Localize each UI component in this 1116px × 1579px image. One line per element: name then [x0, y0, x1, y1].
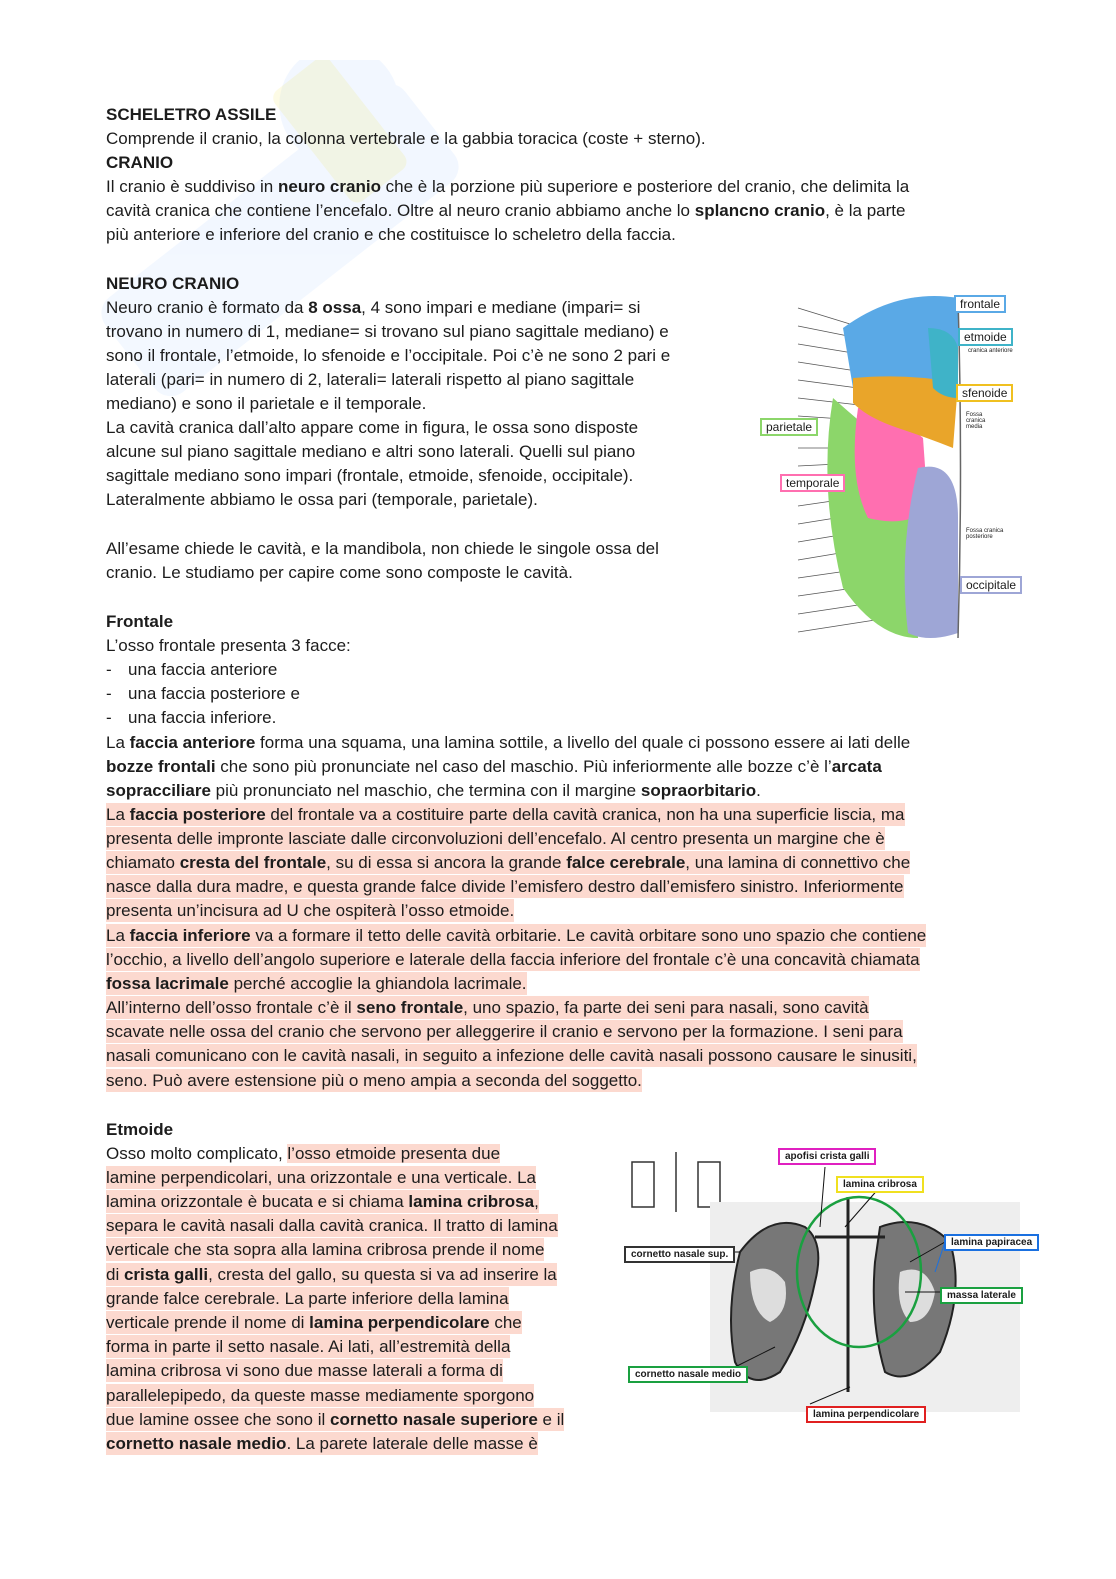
paragraph-line: Neuro cranio è formato da 8 ossa, 4 sono impari e mediane (impari= si [106, 298, 641, 317]
highlighted-line: l’occhio, a livello dell’angolo superiore e laterale della faccia inferiore del frontale c’è una concavità chiamata [106, 950, 920, 969]
list-item: - una faccia anteriore [106, 660, 278, 679]
highlighted-line: di crista galli, cresta del gallo, su questa si va ad inserire la [106, 1265, 557, 1284]
highlighted-line: nasce dalla dura madre, e questa grande falce divide l’emisfero destro dall’emisfero sinistro. Inferiormente [106, 877, 904, 896]
highlighted-line: La faccia inferiore va a formare il tetto delle cavità orbitarie. Le cavità orbitare sono uno spazio che contiene [106, 926, 927, 945]
label-cornetto-nasale-medio: cornetto nasale medio [628, 1366, 748, 1383]
paragraph-line: mediano) e sono il parietale e il temporale. [106, 394, 427, 413]
paragraph-line: All’esame chiede le cavità, e la mandibola, non chiede le singole ossa del [106, 539, 659, 558]
paragraph-line: Comprende il cranio, la colonna vertebrale e la gabbia toracica (coste + sterno). [106, 129, 706, 148]
label-frontale: frontale [954, 295, 1006, 313]
highlighted-line: verticale che sta sopra alla lamina cribrosa prende il nome [106, 1240, 545, 1259]
label-massa-laterale: massa laterale [940, 1287, 1023, 1304]
label-sfenoide: sfenoide [956, 384, 1013, 402]
paragraph-line: Osso molto complicato, l’osso etmoide presenta due [106, 1144, 501, 1163]
label-cornetto-nasale-sup: cornetto nasale sup. [624, 1246, 735, 1263]
highlighted-line: lamine perpendicolari, una orizzontale e una verticale. La [106, 1168, 536, 1187]
highlighted-line: seno. Può avere estensione più o meno ampia a seconda del soggetto. [106, 1071, 642, 1090]
cranial-cavity-figure [758, 288, 1030, 648]
paragraph-line: trovano in numero di 1, mediane= si trovano sul piano sagittale mediano) e [106, 322, 669, 341]
heading-scheletro-assile: SCHELETRO ASSILE [106, 105, 277, 124]
highlighted-line: forma in parte il setto nasale. Ai lati, all’estremità della [106, 1337, 511, 1356]
paragraph-line: sagittale mediano sono impari (frontale, etmoide, sfenoide, occipitale). [106, 466, 634, 485]
list-item: - una faccia inferiore. [106, 708, 277, 727]
paragraph-line: La cavità cranica dall’alto appare come in figura, le ossa sono disposte [106, 418, 639, 437]
paragraph-line: alcune sul piano sagittale mediano e altri sono laterali. Quelli sul piano [106, 442, 636, 461]
highlighted-line: All’interno dell’osso frontale c’è il seno frontale, uno spazio, fa parte dei seni para nasali, sono cavità [106, 998, 869, 1017]
label-lamina-cribrosa: lamina cribrosa [836, 1176, 924, 1193]
paragraph-line: sopracciliare più pronunciato nel maschio, che termina con il margine sopraorbitario. [106, 781, 761, 800]
paragraph-line: Il cranio è suddiviso in neuro cranio che è la porzione più superiore e posteriore del cranio, che delimita la [106, 177, 910, 196]
highlighted-line: presenta delle impronte lasciate dalle circonvoluzioni dell’encefalo. Al centro presenta un margine che è [106, 829, 885, 848]
label-etmoide: etmoide [958, 328, 1013, 346]
heading-frontale: Frontale [106, 612, 174, 631]
highlighted-line: La faccia posteriore del frontale va a costituire parte della cavità cranica, non ha una superficie liscia, ma [106, 805, 905, 824]
paragraph-line: bozze frontali che sono più pronunciate nel caso del maschio. Più inferiormente alle bozze c’è l’arcata [106, 757, 882, 776]
label-lamina-papiracea: lamina papiracea [944, 1234, 1039, 1251]
highlighted-line: nasali comunicano con le cavità nasali, in seguito a infezione delle cavità nasali possono causare le sinusiti, [106, 1046, 917, 1065]
paragraph-line: L’osso frontale presenta 3 facce: [106, 636, 351, 655]
paragraph-line: La faccia anteriore forma una squama, una lamina sottile, a livello del quale ci possono essere ai lati delle [106, 733, 911, 752]
highlighted-line: lamina cribrosa vi sono due masse laterali a forma di [106, 1361, 503, 1380]
highlighted-line: chiamato cresta del frontale, su di essa si ancora la grande falce cerebrale, una lamina di connettivo che [106, 853, 911, 872]
ethmoid-figure [620, 1142, 1050, 1432]
heading-neuro-cranio: NEURO CRANIO [106, 274, 240, 293]
label-temporale: temporale [780, 474, 845, 492]
heading-cranio: CRANIO [106, 153, 174, 172]
label-fossa-cranica-media: Fossa cranica media [966, 412, 996, 430]
paragraph-line: cavità cranica che contiene l’encefalo. Oltre al neuro cranio abbiamo anche lo splancno cranio, è la parte [106, 201, 906, 220]
label-fossa-cranica-anteriore: cranica anteriore [968, 348, 1018, 354]
highlighted-line: cornetto nasale medio. La parete laterale delle masse è [106, 1434, 538, 1453]
highlighted-line: parallelepipedo, da queste masse mediamente sporgono [106, 1386, 535, 1405]
highlighted-line: lamina orizzontale è bucata e si chiama lamina cribrosa, [106, 1192, 539, 1211]
highlighted-line: separa le cavità nasali dalla cavità cranica. Il tratto di lamina [106, 1216, 558, 1235]
paragraph-line: sono il frontale, l’etmoide, lo sfenoide e l’occipitale. Poi c’è ne sono 2 pari e [106, 346, 671, 365]
highlighted-line: verticale prende il nome di lamina perpendicolare che [106, 1313, 522, 1332]
highlighted-line: due lamine ossee che sono il cornetto nasale superiore e il [106, 1410, 565, 1429]
highlighted-line: fossa lacrimale perché accoglie la ghiandola lacrimale. [106, 974, 527, 993]
label-occipitale: occipitale [960, 576, 1022, 594]
heading-etmoide: Etmoide [106, 1120, 174, 1139]
label-parietale: parietale [760, 418, 818, 436]
list-item: - una faccia posteriore e [106, 684, 300, 703]
highlighted-line: grande falce cerebrale. La parte inferiore della lamina [106, 1289, 509, 1308]
label-apofisi-crista-galli: apofisi crista galli [778, 1148, 876, 1165]
label-lamina-perpendicolare: lamina perpendicolare [806, 1406, 926, 1423]
paragraph-line: cranio. Le studiamo per capire come sono composte le cavità. [106, 563, 573, 582]
label-fossa-cranica-posteriore: Fossa cranica posteriore [966, 528, 1006, 540]
highlighted-line: scavate nelle ossa del cranio che servono per alleggerire il cranio e servono per la formazione. I seni para [106, 1022, 903, 1041]
paragraph-line: laterali (pari= in numero di 2, laterali= laterali rispetto al piano sagittale [106, 370, 635, 389]
paragraph-line: Lateralmente abbiamo le ossa pari (temporale, parietale). [106, 490, 538, 509]
highlighted-line: presenta un’incisura ad U che ospiterà l’osso etmoide. [106, 901, 515, 920]
paragraph-line: più anteriore e inferiore del cranio e che costituisce lo scheletro della faccia. [106, 225, 676, 244]
